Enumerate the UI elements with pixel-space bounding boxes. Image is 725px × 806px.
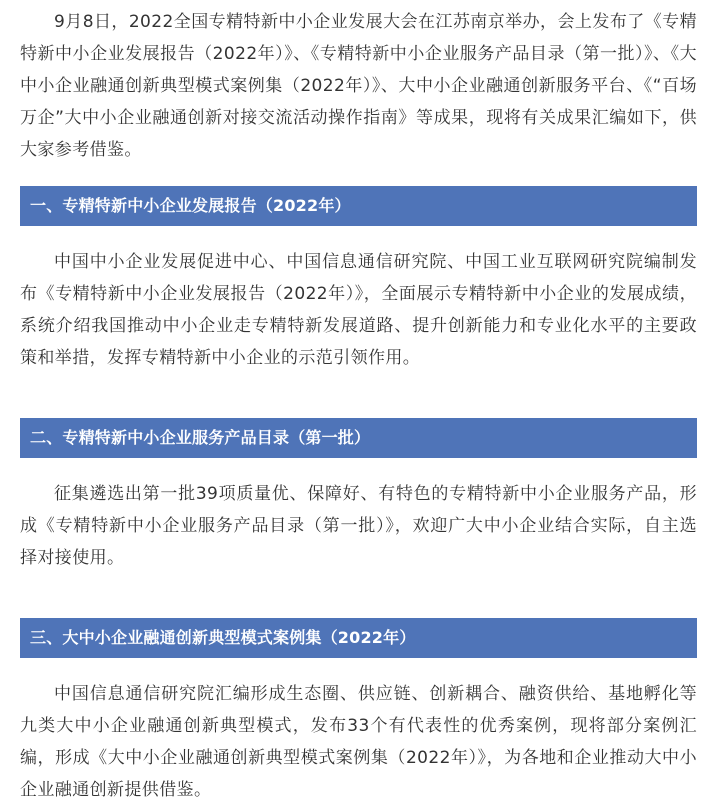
section-body-2: 征集遴选出第一批39项质量优、保障好、有特色的专精特新中小企业服务产品，形成《专精特新中小企业服务产品目录（第一批）》，欢迎广大中小企业结合实际，自主选择对接使用。: [20, 484, 697, 568]
section-heading-3: 三、大中小企业融通创新典型模式案例集（2022年）: [20, 618, 697, 658]
article: [20, 0, 697, 806]
intro-paragraph: 9月8日，2022全国专精特新中小企业发展大会在江苏南京举办，会上发布了《专精特新中小企业发展报告（2022年）》、《专精特新中小企业服务产品目录（第一批）》、《大中小企业融通创新典型模式案例集（2022年）》、大中小企业融通创新服务平台、《“百场万企”大中小企业融通创新对接交流活动操作指南》等成果，现将有关成果汇编如下，供大家参考借鉴。: [20, 12, 697, 160]
section-body-3: 中国信息通信研究院汇编形成生态圈、供应链、创新耦合、融资供给、基地孵化等九类大中小企业融通创新典型模式，发布33个有代表性的优秀案例，现将部分案例汇编，形成《大中小企业融通创新典型模式案例集（2022年）》，为各地和企业推动大中小企业融通创新提供借鉴。: [20, 684, 697, 800]
section-body-1: 中国中小企业发展促进中心、中国信息通信研究院、中国工业互联网研究院编制发布《专精特新中小企业发展报告（2022年）》，全面展示专精特新中小企业的发展成绩，系统介绍我国推动中小企业走专精特新发展道路、提升创新能力和专业化水平的主要政策和举措，发挥专精特新中小企业的示范引领作用。: [20, 252, 697, 368]
section-heading-1: 一、专精特新中小企业发展报告（2022年）: [20, 186, 697, 226]
section-heading-2: 二、专精特新中小企业服务产品目录（第一批）: [20, 418, 697, 458]
